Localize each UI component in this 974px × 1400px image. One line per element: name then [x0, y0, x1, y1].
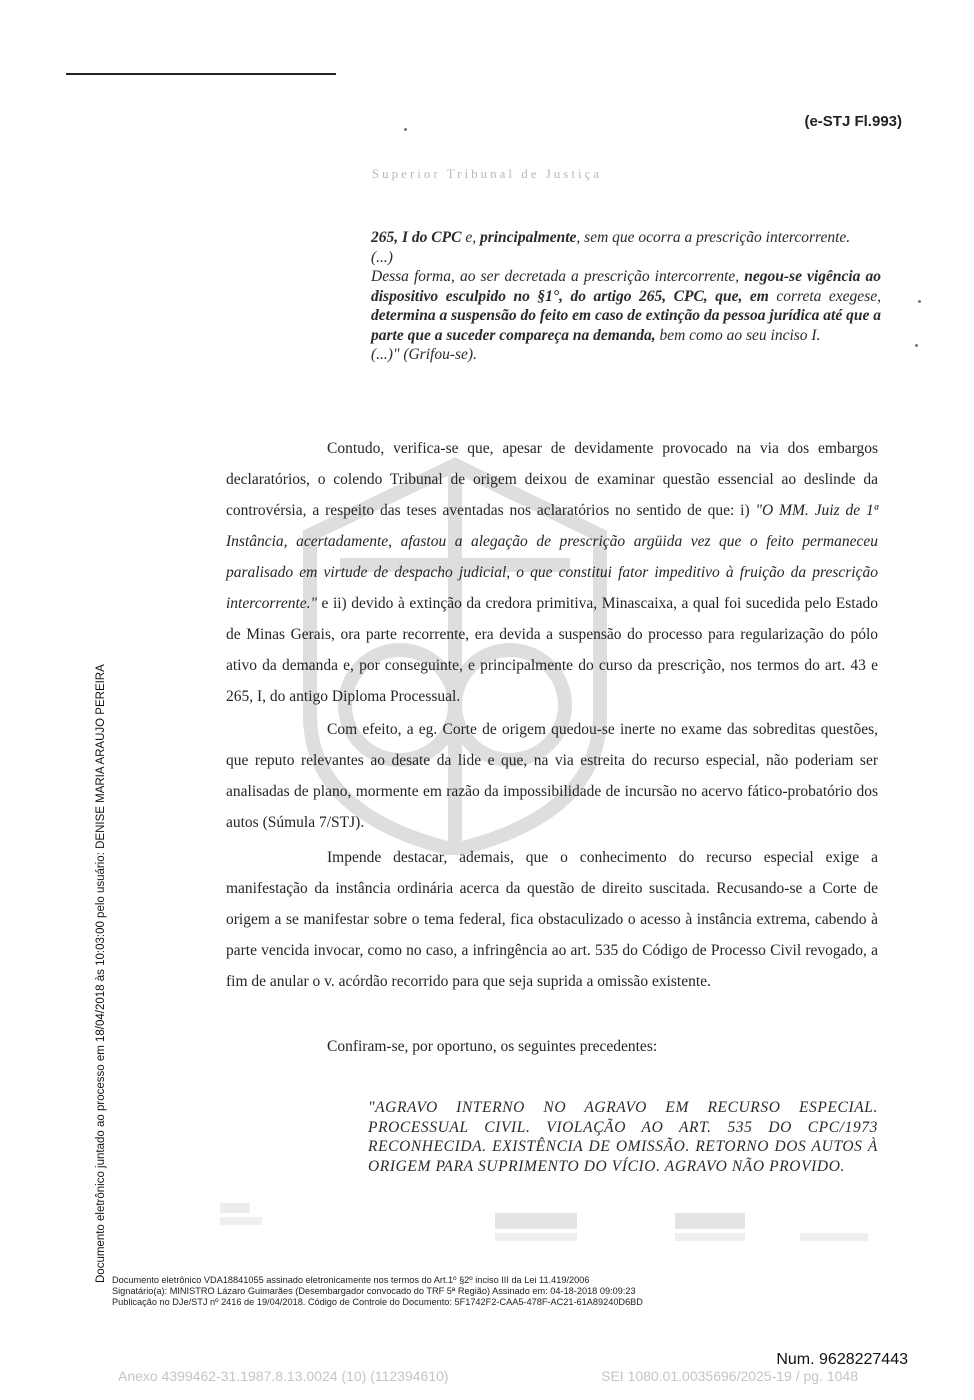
quote-paragraph-1: 265, I do CPC e, principalmente, sem que ocorra a prescrição intercorrente. — [371, 229, 851, 246]
annex-reference: Anexo 4399462-31.1987.8.13.0024 (10) (112394610) — [118, 1368, 449, 1384]
sei-reference: SEI 1080.01.0035696/2025-19 / pg. 1048 — [601, 1368, 858, 1384]
document-number: Num. 9628227443 — [776, 1351, 908, 1368]
body-paragraph-4: Confiram-se, por oportuno, os seguintes precedentes: — [327, 1038, 658, 1055]
quote-closing: (...)" (Grifou-se). — [371, 346, 477, 363]
faint-stamp-area — [220, 1203, 880, 1253]
body-paragraph-2: Com efeito, a eg. Corte de origem quedou-se inerte no exame das sobreditas questões, que reputo relevantes ao desate da lide e que, na via estreita do recurso especial, não poderiam ser analisadas de plano, mormente em razão da impossibilidade de incursão no acervo fático-probatório dos autos (Súmula 7/STJ). — [226, 721, 878, 831]
page-reference: (e-STJ Fl.993) — [804, 113, 902, 130]
court-header: Superior Tribunal de Justiça — [371, 166, 603, 181]
signature-block — [112, 1275, 643, 1308]
quote-paragraph-2: Dessa forma, ao ser decretada a prescrição intercorrente, negou-se vigência ao dispositivo esculpido no §1°, do artigo 265, CPC, que, em correta exegese, determina a suspensão do feito em caso de extinção da pessoa jurídica até que a parte que a suceder compareça na demanda, bem como ao seu inciso I. — [371, 268, 881, 344]
signature-line-1: Documento eletrônico VDA18841055 assinado eletronicamente nos termos do Art.1º §2º inciso III da Lei 11.419/2006 — [112, 1275, 590, 1285]
top-rule — [66, 73, 336, 75]
scan-artifact — [404, 128, 407, 131]
scan-artifact — [915, 344, 918, 347]
signature-line-3: Publicação no DJe/STJ nº 2416 de 19/04/2018. Código de Controle do Documento: 5F1742F2-CAA5-478F-AC21-61A89240D6BD — [112, 1297, 643, 1307]
body-paragraph-1: Contudo, verifica-se que, apesar de devidamente provocado na via dos embargos declaratórios, o colendo Tribunal de origem deixou de examinar questão essencial ao deslinde da controvérsia, a respeito das teses aventadas nos aclaratórios no sentido de que: i) "O MM. Juiz de 1ª Instância, acertadamente, afastou a alegação de prescrição argüida vez que o feito permaneceu paralisado em virtude de despacho judicial, o que constitui fator impeditivo à fruição da prescrição intercorrente." e ii) devido à extinção da credora primitiva, Minascaixa, a qual foi sucedida pelo Estado de Minas Gerais, ora parte recorrente, era devida a suspensão do processo para regularização do pólo ativo da demanda e, por conseguinte, e principalmente do curso da prescrição, nos termos do art. 43 e 265, I, do antigo Diploma Processual. — [226, 440, 878, 705]
signature-line-2: Signatário(a): MINISTRO Lázaro Guimarães (Desembargador convocado do TRF 5ª Região) Assinado em: 04-18-2018 09:09:23 — [112, 1286, 636, 1296]
precedent-quote: "AGRAVO INTERNO NO AGRAVO EM RECURSO ESPECIAL. PROCESSUAL CIVIL. VIOLAÇÃO AO ART. 535 DO CPC/1973 RECONHECIDA. EXISTÊNCIA DE OMISSÃO. RETORNO DOS AUTOS À ORIGEM PARA SUPRIMENTO DO VÍCIO. AGRAVO NÃO PROVIDO. — [368, 1099, 878, 1175]
scan-artifact — [918, 300, 921, 303]
juntada-sidebar-text: Documento eletrônico juntado ao processo em 18/04/2018 às 10:03:00 pelo usuário: DENISE MARIA ARAUJO PEREIRA — [95, 664, 107, 1283]
body-paragraph-3: Impende destacar, ademais, que o conhecimento do recurso especial exige a manifestação da instância ordinária acerca da questão de direito suscitada. Recusando-se a Corte de origem a se manifestar sobre o tema federal, fica obstaculizado o acesso à instância extrema, cabendo à parte vencida invocar, como no caso, a infringência ao art. 535 do Código de Processo Civil revogado, a fim de anular o v. acórdão recorrido para que seja suprida a omissão existente. — [226, 849, 878, 990]
quoted-excerpt — [371, 228, 881, 365]
quote-ellipsis: (...) — [371, 248, 393, 266]
